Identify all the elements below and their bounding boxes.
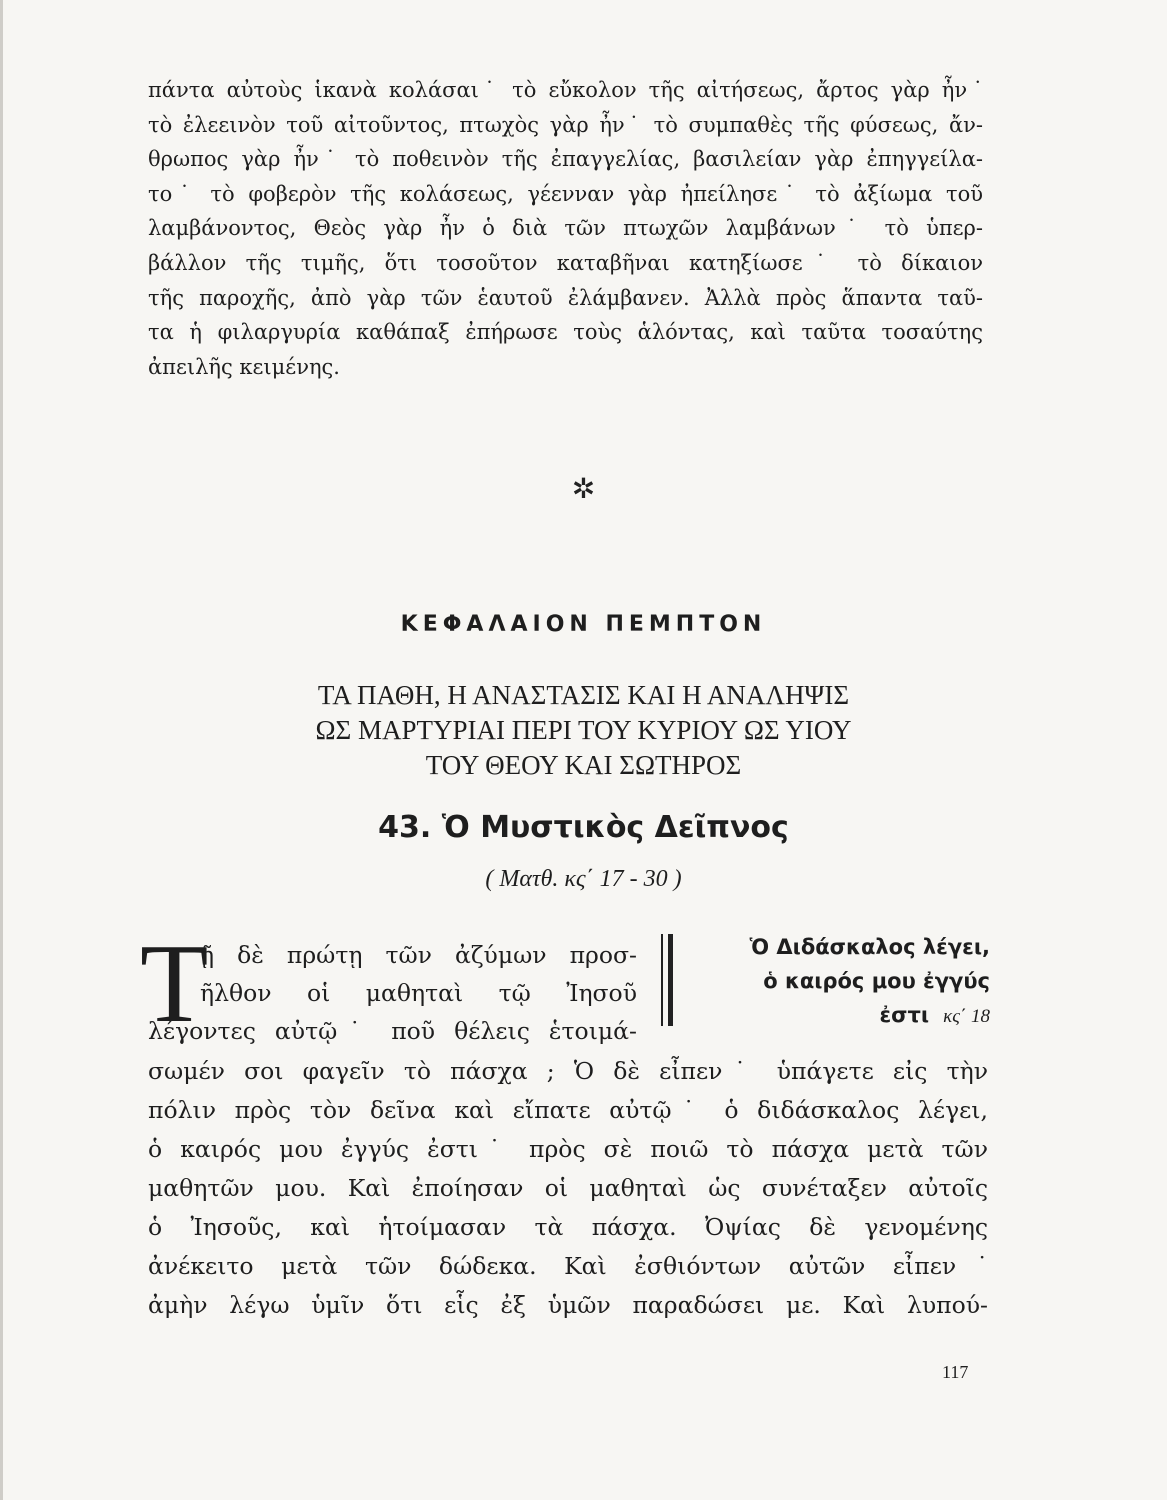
intro-line: τα ἡ φιλαργυρία καθάπαξ ἐπήρωσε τοὺς ἁλόντας, καὶ ταῦτα τοσαύτης [148,320,983,345]
body-line: πόλιν πρὸς τὸν δεῖνα καὶ εἴπατε αὐτῷ˙ ὁ διδάσκαλος λέγει, [148,1096,988,1124]
chapter-title-line: ΤΑ ΠΑΘΗ, Η ΑΝΑΣΤΑΣΙΣ ΚΑΙ Η ΑΝΑΛΗΨΙΣ [317,680,850,710]
intro-paragraph [148,73,983,384]
body-line: ὁ Ἰησοῦς, καὶ ἡτοίμασαν τὰ πάσχα. Ὀψίας δὲ γενομένης [148,1213,988,1241]
body-line: λέγοντες αὐτῷ˙ ποῦ θέλεις ἑτοιμά- [148,1017,637,1045]
section-reference: ( Ματθ. κς΄ 17 - 30 ) [485,866,682,892]
margin-quote-line: ὁ καιρός μου ἐγγύς [763,969,990,993]
intro-line: ἀπειλῆς κειμένης. [148,354,340,379]
intro-line: βάλλον τῆς τιμῆς, ὅτι τοσοῦτον καταβῆναι κατηξίωσε˙ τὸ δίκαιον [148,250,983,275]
margin-quote-line: Ὁ Διδάσκαλος λέγει, [749,935,990,959]
intro-line: τὸ ἐλεεινὸν τοῦ αἰτοῦντος, πτωχὸς γὰρ ἦν˙ τὸ συμπαθὲς τῆς φύσεως, ἄν- [148,112,983,137]
margin-quote-line [700,998,990,1034]
chapter-label: ΚΕΦΑΛΑΙΟΝ ΠΕΜΠΤΟΝ [400,612,767,637]
divider-rule-thick [668,934,673,1026]
body-line: ἀνέκειτο μετὰ τῶν δώδεκα. Καὶ ἐσθιόντων αὐτῶν εἶπεν˙ [148,1252,988,1280]
margin-quote-word: ἐστι [879,1003,930,1027]
intro-line: το˙ τὸ φοβερὸν τῆς κολάσεως, γέενναν γὰρ ἠπείλησε˙ τὸ ἀξίωμα τοῦ [148,181,983,206]
intro-line: λαμβάνοντος, Θεὸς γὰρ ἦν ὁ διὰ τῶν πτωχῶν λαμβάνων˙ τὸ ὑπερ- [148,216,983,241]
body-line: ῇ δὲ πρώτῃ τῶν ἀζύμων προσ- [200,941,637,969]
chapter-title-line: ΤΟΥ ΘΕΟΥ ΚΑΙ ΣΩΤΗΡΟΣ [425,750,742,780]
margin-quote [700,930,990,1034]
divider-rule-thin [661,934,663,1026]
margin-quote-reference: κς΄ 18 [943,1006,990,1027]
body-line: ἀμὴν λέγω ὑμῖν ὅτι εἷς ἐξ ὑμῶν παραδώσει με. Καὶ λυπού- [148,1291,988,1319]
body-line: ῆλθον οἱ μαθηταὶ τῷ Ἰησοῦ [200,979,637,1007]
drop-cap: Τ [140,922,209,1046]
chapter-title-line: ΩΣ ΜΑΡΤΥΡΙΑΙ ΠΕΡΙ ΤΟΥ ΚΥΡΙΟΥ ΩΣ ΥΙΟΥ [315,715,852,745]
ornament-icon: ✲ [571,472,596,505]
body-line: ὁ καιρός μου ἐγγύς ἐστι˙ πρὸς σὲ ποιῶ τὸ πάσχα μετὰ τῶν [148,1135,988,1163]
section-title: 43. Ὁ Μυστικὸς Δεῖπνος [378,810,789,845]
body-line: σωμέν σοι φαγεῖν τὸ πάσχα ; Ὁ δὲ εἶπεν˙ ὑπάγετε εἰς τὴν [148,1057,988,1085]
chapter-title [0,678,1167,783]
intro-line: θρωπος γὰρ ἦν˙ τὸ ποθεινὸν τῆς ἐπαγγελίας, βασιλείαν γὰρ ἐπηγγείλα- [148,147,983,172]
intro-line: πάντα αὐτοὺς ἱκανὰ κολάσαι˙ τὸ εὔκολον τῆς αἰτήσεως, ἄρτος γὰρ ἦν˙ [148,78,983,102]
body-line: μαθητῶν μου. Καὶ ἐποίησαν οἱ μαθηταὶ ὡς συνέταξεν αὐτοῖς [148,1174,988,1202]
intro-line: τῆς παροχῆς, ἀπὸ γὰρ τῶν ἑαυτοῦ ἐλάμβανεν. Ἀλλὰ πρὸς ἅπαντα ταῦ- [148,285,983,310]
page-number: 117 [942,1362,969,1382]
main-body-text [148,1052,988,1325]
opening-lines [148,936,637,1050]
